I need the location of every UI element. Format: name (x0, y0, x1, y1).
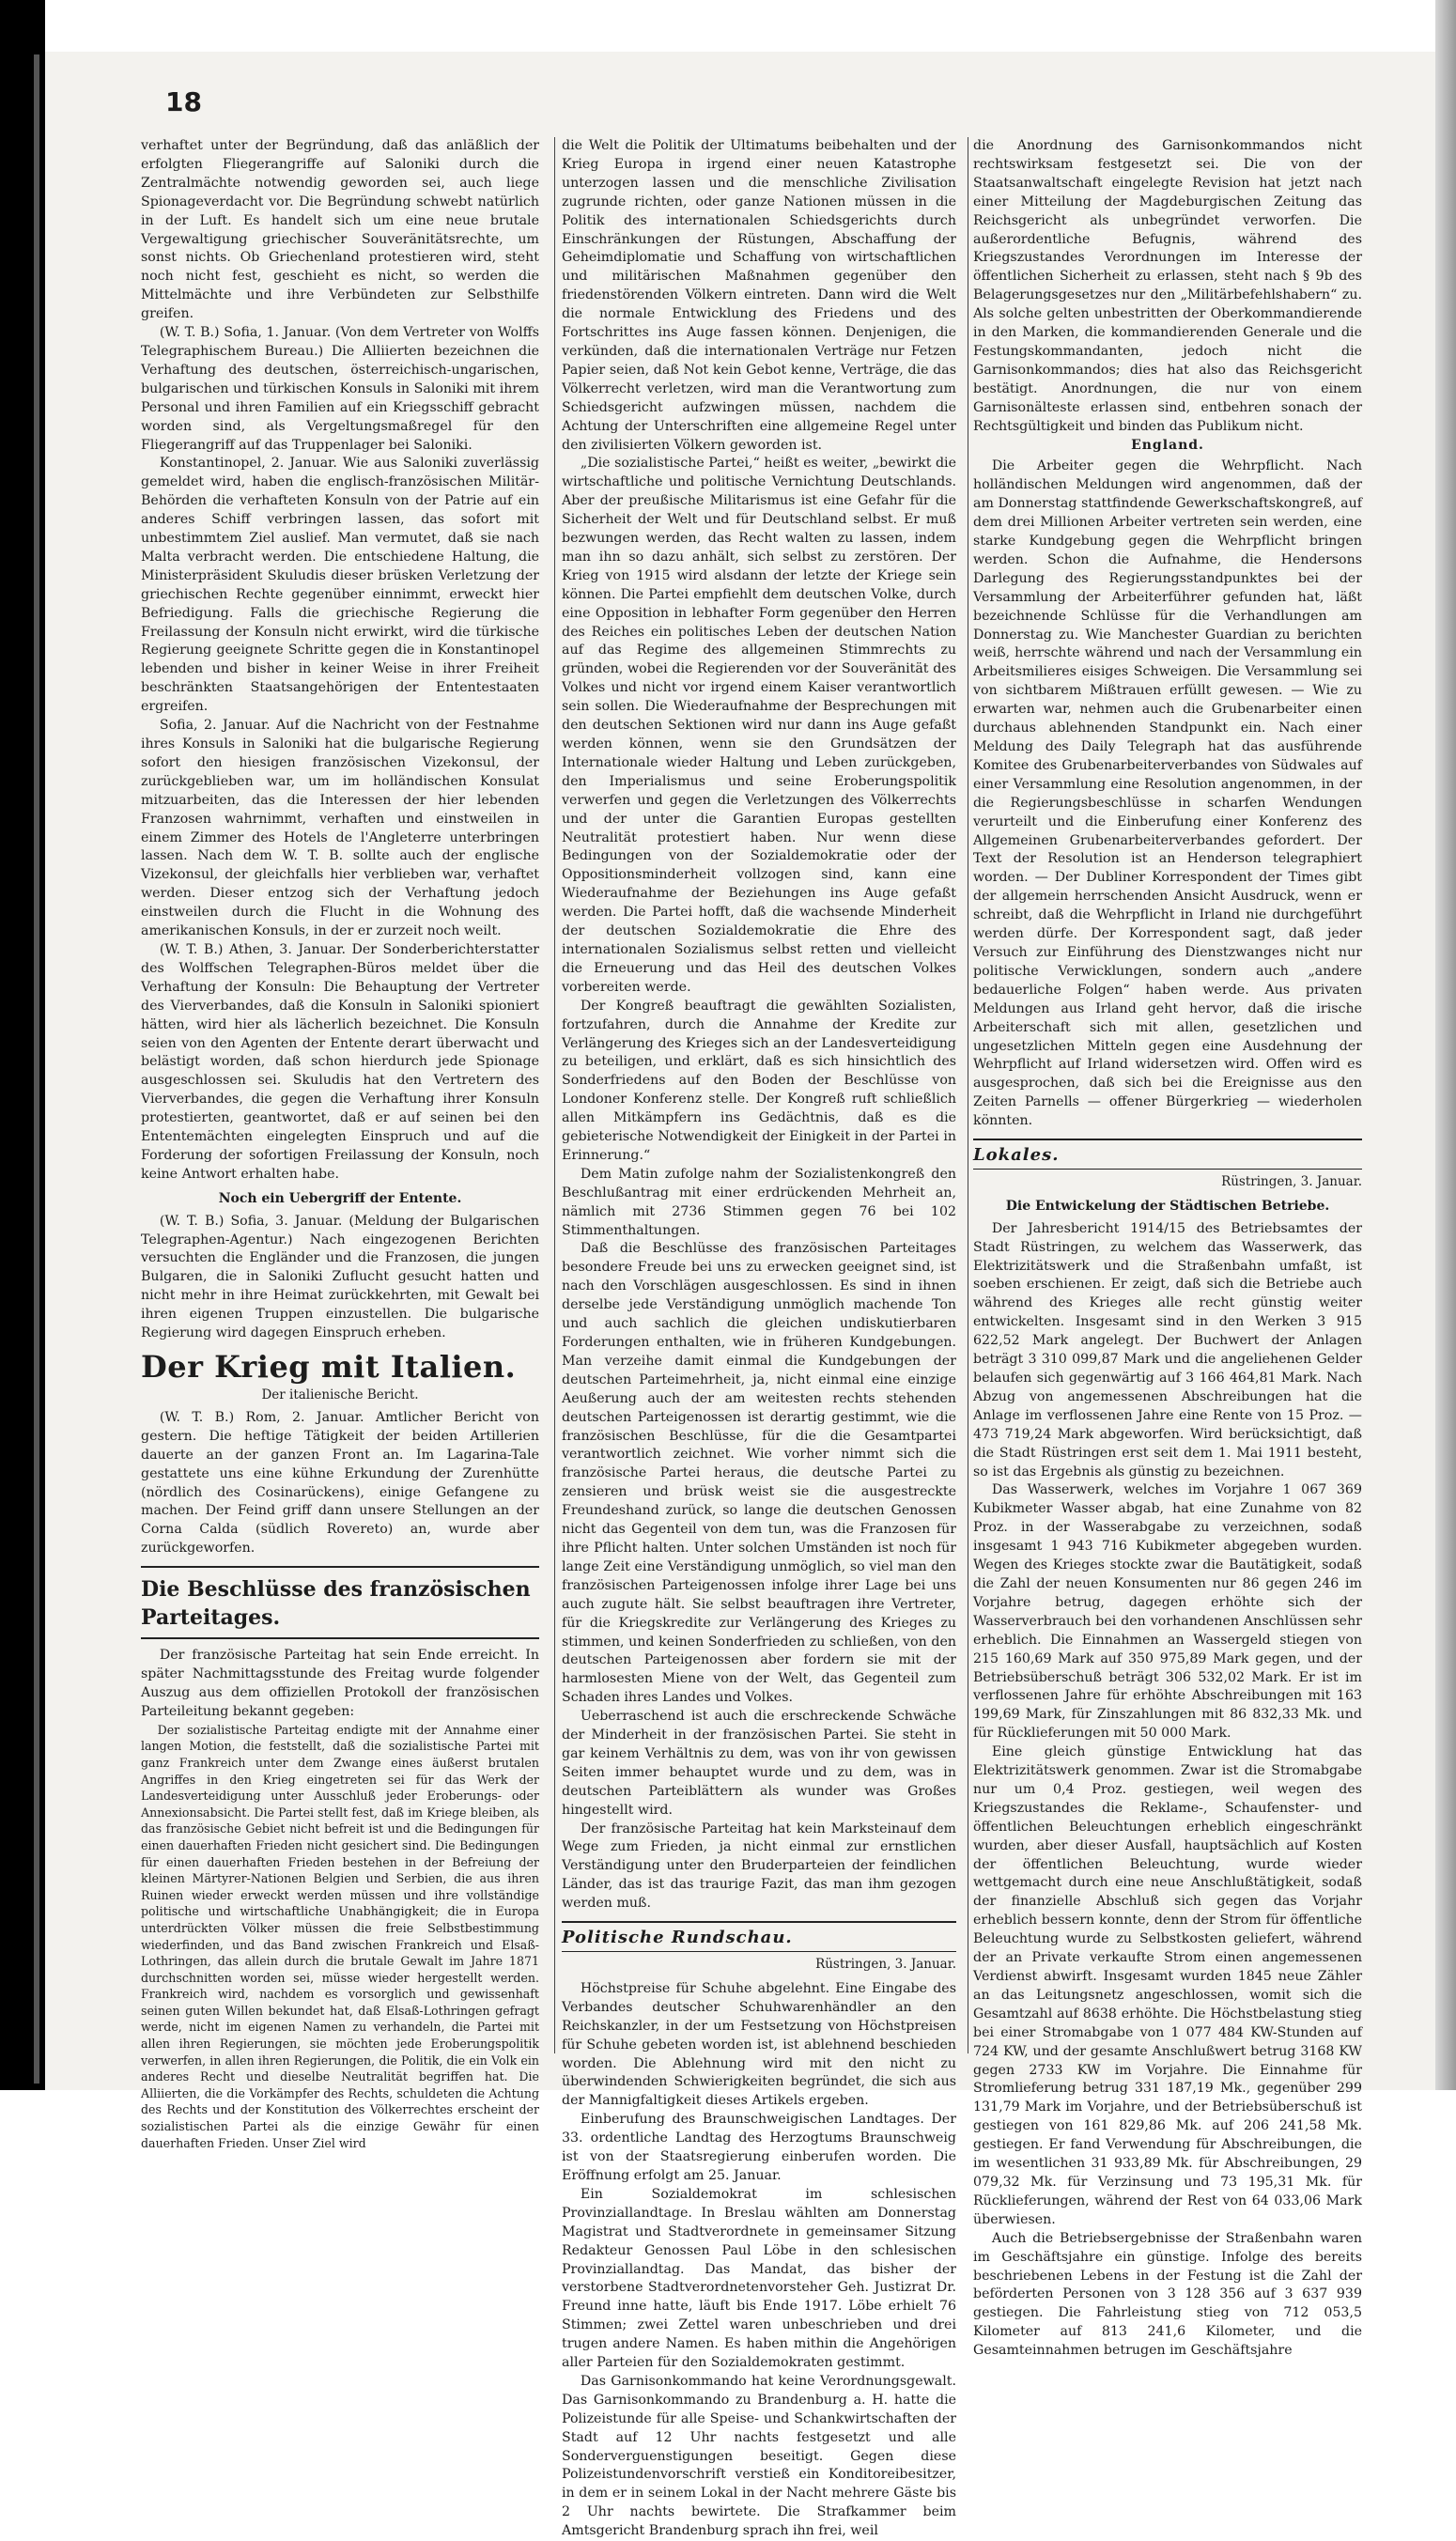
article-paragraph: Konstantinopel, 2. Januar. Wie aus Saloniki zuverlässig gemeldet wird, haben die englisch-französischen Militär-Behörden die verhafteten Konsuln von der Patrie auf ein anderes Schiff verbringen lassen, das sofort mit unbestimmtem Ziel auslief. Man vermutet, daß sie nach Malta verbracht werden. Die entschiedene Haltung, die Ministerpräsident Skuludis dieser brüsken Verletzung der griechischen Rechte gegenüber einnimmt, erweckt hier Befriedigung. Falls die griechische Regierung die Freilassung der Konsuln nicht erwirkt, wird die türkische Regierung geeignete Schritte gegen die in Konstantinopel lebenden und bisher in keiner Weise in ihrer Freiheit beschränkten Staatsangehörigen der Ententestaaten ergreifen. (141, 456, 539, 715)
section-banner: Lokales. (973, 1139, 1362, 1170)
article-headline: Die Beschlüsse des französischen Parteitages. (141, 1566, 539, 1639)
article-paragraph: (W. T. B.) Sofia, 1. Januar. (Von dem Vertreter von Wolffs Telegraphischem Bureau.) Die Alliierten bezeichnen die Verhaftung des deutschen, österreichisch-ungarischen, bulgarischen und türkischen Konsuls in Saloniki mit ihrem Personal und ihren Familien auf ein Kriegsschiff gebracht worden sind, als Vergeltungsmaßregel für den Fliegerangriff auf das Truppenlager bei Saloniki. (141, 325, 539, 453)
article-paragraph-small: Der sozialistische Parteitag endigte mit der Annahme einer langen Motion, die feststellt, daß die sozialistische Partei mit ganz Frankreich unter dem Zwange eines äußerst brutalen Angriffes in den Krieg eingetreten sei für das Werk der Landesverteidigung unter Ausschluß jeder Eroberungs- oder Annexionsabsicht. Die Partei stellt fest, daß im Kriege bleiben, als das französische Gebiet nicht befreit ist und die Bedingungen für einen dauerhaften Frieden nicht gesichert sind. Die Bedingungen für einen dauerhaften Frieden bestehen in der Befreiung der kleinen Märtyrer-Nationen Belgien und Serbien, die aus ihren Ruinen wieder erweckt werden müssen und ihre vollständige politische und wirtschaftliche Unabhängigkeit; die in Europa unterdrückten Völker müssen die freie Selbstbestimmung wiederfinden, und das Band zwischen Frankreich und Elsaß-Lothringen, das allein durch die brutale Gewalt im Jahre 1871 durchschnitten worden sei, müsse wieder hergestellt werden. Frankreich wird, nachdem es vorsorglich und gewissenhaft seinen guten Willen bekundet hat, daß Elsaß-Lothringen gefragt werde, nicht im eigenen Namen zu verhandeln, die Partei mit allen ihren Regierungen, sie möchten jede Eroberungspolitik verwerfen, in allen ihren Regierungen, die Politik, die ein Volk ein anderes Recht und dieselbe Neutralität begriffen hat. Die Alliierten, die die Vorkämpfer des Rechts, schuldeten die Achtung des Rechts und der Konstitution des Völkerrechtes erscheint der sozialistischen Partei als die einzige Gewähr für einen dauerhaften Frieden. Unser Ziel wird (141, 1722, 539, 2150)
article-paragraph: (W. T. B.) Rom, 2. Januar. Amtlicher Bericht von gestern. Die heftige Tätigkeit der beiden Artillerien dauerte an der ganzen Front an. Im Lagarina-Tale gestattete uns eine kühne Erkundung der Zurenhütte (nördlich des Cosinarückens), einige Gefangene zu machen. Der Feind griff dann unsere Stellungen an der Corna Calda (südlich Rovereto) an, wurde aber zurückgeworfen. (141, 1409, 539, 1557)
column-divider-1 (554, 137, 555, 2053)
page-number: 18 (165, 86, 202, 117)
scan-binding-edge (0, 0, 45, 2090)
column-1 (141, 137, 539, 2150)
section-subtitle: Der italienische Bericht. (261, 1387, 419, 1402)
article-paragraph: Der französische Parteitag hat kein Marksteinauf dem Wege zum Frieden, ja nicht einmal zur ernstlichen Verständigung unter den Bruderparteien der feindlichen Länder, das ist das traurige Fazit, das man ihm gezogen werden muß. (562, 1821, 956, 1912)
article-paragraph: Einberufung des Braunschweigischen Landtages. Der 33. ordentliche Landtag des Herzogtums Braunschweig ist von der Staatsregierung einberufen worden. Die Eröffnung erfolgt am 25. Januar. (562, 2112, 956, 2183)
dateline: Rüstringen, 3. Januar. (815, 1957, 956, 1972)
article-paragraph: Dem Matin zufolge nahm der Sozialistenkongreß den Beschlußantrag mit einer erdrückenden Mehrheit an, nämlich mit 2736 Stimmen gegen 76 bei 102 Stimmenthaltungen. (562, 1166, 956, 1238)
article-paragraph: Höchstpreise für Schuhe abgelehnt. Eine Eingabe des Verbandes deutscher Schuhwarenhändler an den Reichskanzler, in der um Festsetzung von Höchstpreisen für Schuhe gebeten worden ist, ist ablehnend beschieden worden. Die Ablehnung wird mit den nicht zu überwindenden Schwierigkeiten begründet, die sich aus der Mannigfaltigkeit dieses Artikels ergeben. (562, 1980, 956, 2109)
article-paragraph: Die Arbeiter gegen die Wehrpflicht. Nach holländischen Meldungen wird angenommen, daß der am Donnerstag stattfindende Gewerkschaftskongreß, auf dem drei Millionen Arbeiter vertreten sein werden, eine starke Kundgebung gegen die Wehrpflicht bringen werden. Schon die Aufnahme, die Hendersons Darlegung des Regierungsstandpunktes bei der Versammlung der Arbeiterführer gefunden hat, läßt bezeichnende Schlüsse für die Verhandlungen am Donnerstag zu. Wie Manchester Guardian zu berichten weiß, herrschte während und nach der Versammlung ein Arbeitsmilieres eisiges Schweigen. Die Versammlung sei von sichtbarem Mißtrauen erfüllt gewesen. — Wie zu erwarten war, nehmen auch die Grubenarbeiter einen durchaus ablehnenden Standpunkt ein. Nach einer Meldung des Daily Telegraph hat das ausführende Komitee des Grubenarbeiterverbandes von Südwales auf einer Versammlung eine Resolution angenommen, in der die Regierungsbeschlüsse in scharfen Wendungen verurteilt und die Einberufung einer Konferenz des Allgemeinen Grubenarbeiterverbandes gefordert. Der Text der Resolution ist an Henderson telegraphiert worden. — Der Dubliner Korrespondent der Times gibt der allgemein herrschenden Ansicht Ausdruck, wenn er schreibt, daß die Wehrpflicht in Irland nie durchgeführt werden dürfe. Der Korrespondent sagt, daß jeder Versuch zur Einführung des Dienstzwanges nicht nur politische Verwicklungen, sondern auch „andere bedauerliche Folgen“ haben werde. Aus privaten Meldungen aus Irland geht hervor, daß die irische Arbeiterschaft sich mit allen, gesetzlichen und ungesetzlichen Mitteln gegen eine Ausdehnung der Wehrpflicht auf Irland widersetzen wird. Offen wird es ausgesprochen, daß sich bei die Ereignisse aus den Zeiten Parnells — offener Bürgerkrieg — wiederholen könnten. (973, 458, 1362, 1129)
article-paragraph: die Anordnung des Garnisonkommandos nicht rechtswirksam festgesetzt sei. Die von der Staatsanwaltschaft eingelegte Revision hat jetzt nach einer Mitteilung der Magdeburgischen Zeitung das Reichsgericht als unbegründet verworfen. Die außerordentliche Befugnis, während des Kriegszustandes Verordnungen im Interesse der öffentlichen Sicherheit zu erlassen, steht nach § 9b des Belagerungsgesetzes nur den „Militärbefehlshabern“ zu. Als solche gelten unbestritten der Oberkommandierende in den Marken, die kommandierenden Generale und die Festungskommandanten, jedoch nicht die Garnisonkommandos; dies hat also das Reichsgericht bestätigt. Anordnungen, die nur von einem Garnisonälteste erlassen sind, entbehren sonach der Rechtsgültigkeit und binden das Publikum nicht. (973, 138, 1362, 434)
article-paragraph: Das Wasserwerk, welches im Vorjahre 1 067 369 Kubikmeter Wasser abgab, hat eine Zunahme von 82 Proz. in der Wasserabgabe zu verzeichnen, sodaß insgesamt 1 943 716 Kubikmeter abgegeben wurden. Wegen des Krieges stockte zwar die Bautätigkeit, sodaß die Zahl der neuen Konsumenten nur 86 gegen 246 im Vorjahre betrug, dagegen erhöhte sich der Wasserverbrauch bei den vorhandenen Anschlüssen sehr erheblich. Die Einnahmen an Wassergeld stiegen von 215 160,69 Mark auf 350 975,89 Mark gegen, und der Betriebsüberschuß beträgt 306 532,02 Mark. Er ist im verflossenen Jahre für erhöhte Abschreibungen mit 163 199,69 Mark, für Zinszahlungen mit 86 832,33 Mk. und für Rücklieferungen mit 50 000 Mark. (973, 1482, 1362, 1742)
article-paragraph: Auch die Betriebsergebnisse der Straßenbahn waren im Geschäftsjahre ein günstige. Infolge des bereits beschriebenen Lebens in der Festung ist die Zahl der beförderten Personen von 3 128 356 auf 3 637 939 gestiegen. Die Fahrleistung stieg von 712 053,5 Kilometer auf 813 241,6 Kilometer, und die Gesamteinnahmen betrugen im Geschäftsjahre (973, 2230, 1362, 2359)
section-title: Der Krieg mit Italien. (141, 1349, 517, 1385)
section-heading: Noch ein Uebergriff der Entente. (218, 1190, 462, 1206)
article-paragraph: Das Garnisonkommando hat keine Verordnungsgewalt. Das Garnisonkommando zu Brandenburg a. H. hatte die Polizeistunde für alle Speise- und Schankwirtschaften der Stadt auf 12 Uhr nachts festgesetzt und alle Sonderverguenstigungen beseitigt. Gegen diese Polizeistundenvorschrift verstieß ein Konditoreibesitzer, in dem er in seinem Lokal in der Nacht mehrere Gäste bis 2 Uhr nachts bewirtete. Die Strafkammer beim Amtsgericht Brandenburg sprach ihn frei, weil (562, 2373, 956, 2539)
country-heading: England. (1131, 437, 1204, 453)
article-paragraph: „Die sozialistische Partei,“ heißt es weiter, „bewirkt die wirtschaftliche und politische Vernichtung Deutschlands. Aber der preußische Militarismus ist eine Gefahr für die Sicherheit der Welt und für Deutschland selbst. Er muß bezwungen werden, das Recht walten zu lassen, indem man ihn so dazu anhält, sich selbst zu zerstören. Der Krieg von 1915 wird alsdann der letzte der Kriege sein können. Die Partei empfiehlt dem deutschen Volke, durch eine Opposition in lebhafter Form gegenüber den Herren des Reiches ein politisches Leben der deutschen Nation auf das Regime des allgemeinen Stimmrechts zu gründen, wobei die Regierenden vor der Souveränität des Volkes und nicht vor irgend einem Kaiser verantwortlich sein sollen. Die Wiederaufnahme der Besprechungen mit den deutschen Sektionen wird nur dann ins Auge gefaßt werden können, wenn sie den Grundsätzen der Internationale wieder Haltung und Leben zurückgeben, den Imperialismus und seine Eroberungspolitik verwerfen und gegen die Verletzungen des Völkerrechts und der unter die Garantien Europas gestellten Neutralität protestiert haben. Nur wenn diese Bedingungen von der Sozialdemokratie oder der Oppositionsminderheit vollzogen sind, kann eine Wiederaufnahme der Beziehungen ins Auge gefaßt werden. Die Partei hofft, daß die wachsende Minderheit der deutschen Sozialdemokratie die Ehre des internationalen Sozialismus selbst retten und vielleicht die Erneuerung und das Heil des deutschen Volkes vorbereiten werde. (562, 456, 956, 995)
article-paragraph: Der Jahresbericht 1914/15 des Betriebsamtes der Stadt Rüstringen, zu welchem das Wasserwerk, das Elektrizitätswerk und die Straßenbahn umfaßt, ist soeben erschienen. Er zeigt, daß sich die Betriebe auch während des Krieges alle recht günstig weiter entwickelten. Insgesamt sind in den Werken 3 915 622,52 Mark angelegt. Der Buchwert der Anlagen beträgt 3 310 099,87 Mark und die angeliehenen Gelder belaufen sich gegenwärtig auf 3 166 464,81 Mark. Nach Abzug von angemessenen Abschreibungen hat die Anlage im verflossenen Jahre eine Rente von 15 Proz. — 473 719,24 Mark abgeworfen. Wird berücksichtigt, daß die Stadt Rüstringen erst seit dem 1. Mai 1911 besteht, so ist das Ergebnis als günstig zu bezeichnen. (973, 1220, 1362, 1480)
article-paragraph: Daß die Beschlüsse des französischen Parteitages besondere Freude bei uns zu erwecken geeignet sind, ist nach den Vorschlägen ausgeschlossen. Es sind in ihnen derselbe jede Verständigung unmöglich machende Ton und auch sachlich die gleichen undiskutierbaren Forderungen enthalten, wie in früheren Kundgebungen. Man verzeihe damit einmal die Kundgebungen der deutschen Parteimehrheit, ja, nicht einmal eine einzige Aeußerung auch der am weitesten rechts stehenden deutschen Parteigenossen ist derartig gestimmt, wie die französischen Beschlüsse, für die die Gesamtpartei verantwortlich zeichnet. Wie vorher nimmt sich die französische Partei heraus, die deutsche Partei zu zensieren und brüsk weist sie die ausgestreckte Freundeshand zurück, so lange die deutschen Genossen nicht das Gegenteil von dem tun, was die Franzosen für ihre Pflicht halten. Unter solchen Umständen ist noch für lange Zeit eine Verständigung unmöglich, so viel man den französischen Parteigenossen infolge ihrer Lage bei uns auch zugute hält. Sie selbst beauftragen ihre Vertreter, für die Kriegskredite zur Verlängerung des Krieges zu stimmen, und keinen Sonderfrieden zu schließen, von den deutschen Parteigenossen aber fordern sie mit der harmlosesten Miene von der Welt, das Gegenteil zum Schaden ihres Landes und Volkes. (562, 1241, 956, 1706)
article-paragraph: (W. T. B.) Sofia, 3. Januar. (Meldung der Bulgarischen Telegraphen-Agentur.) Nach eingezogenen Berichten versuchten die Engländer und die Franzosen, die jungen Bulgaren, die in Saloniki Zuflucht gesucht hatten und nicht mehr in ihre Heimat zurückkehrten, mit Gewalt bei ihren eigenen Truppen einzustellen. Die bulgarische Regierung wird dagegen Einspruch erheben. (141, 1213, 539, 1341)
column-2 (562, 137, 956, 2539)
article-paragraph: (W. T. B.) Athen, 3. Januar. Der Sonderberichterstatter des Wolffschen Telegraphen-Büros meldet über die Verhaftung der Konsuln: Die Behauptung der Vertreter des Vierverbandes, daß die Konsuln in Saloniki spioniert hätten, wird hier als lächerlich bezeichnet. Die Konsuln seien von den Agenten der Entente derart überwacht und belästigt worden, daß schon hierdurch jede Spionage ausgeschlossen sei. Skuludis hat den Vertretern des Vierverbandes, die gegen die Verhaftung ihrer Konsuln protestierten, geantwortet, daß er auf seinen bei den Ententemächten eingelegten Einspruch und auf die Forderung der sofortigen Freilassung der Konsuln, noch keine Antwort erhalten habe. (141, 941, 539, 1182)
scan-right-edge (1435, 0, 1456, 2090)
dateline: Rüstringen, 3. Januar. (1221, 1173, 1362, 1189)
article-paragraph: die Welt die Politik der Ultimatums beibehalten und der Krieg Europa in irgend einer neuen Katastrophe unterzogen lassen und die menschliche Zivilisation zugrunde richten, oder ganze Nationen müssen in die Politik des internationalen Schiedsgerichts durch Einschränkungen der Rüstungen, Abschaffung der Geheimdiplomatie und Schaffung von wirtschaftlichen und militärischen Maßnahmen gegenüber den friedenstörenden Völkern eintreten. Dann wird die Welt die normale Entwicklung des Friedens und des Fortschrittes ins Auge fassen können. Denjenigen, die verkünden, daß die internationalen Verträge nur Fetzen Papier seien, daß Not kein Gebot kenne, Verträge, die das Völkerrecht verletzen, wird man die Verantwortung zum Schiedsgericht aufzwingen müssen, nachdem die Achtung der Unterschriften eine allgemeine Regel unter den zivilisierten Völkern geworden ist. (562, 138, 956, 453)
column-3 (973, 137, 1362, 2359)
article-paragraph: Der Kongreß beauftragt die gewählten Sozialisten, fortzufahren, durch die Annahme der Kredite zur Verlängerung des Krieges sich an der Landesverteidigung zu beteiligen, und erklärt, daß es sich hinsichtlich des Sonderfriedens auf den Boden der Beschlüsse von Londoner Konferenz stelle. Der Kongreß ruft schließlich allen Mitkämpfern ins Gedächtnis, daß es die gebieterische Notwendigkeit der Einigkeit in der Partei in Erinnerung.“ (562, 998, 956, 1163)
article-paragraph: Ein Sozialdemokrat im schlesischen Provinziallandtage. In Breslau wählten am Donnerstag Magistrat und Stadtverordnete in gemeinsamer Sitzung Redakteur Genossen Paul Löbe in den schlesischen Provinziallandtag. Das Mandat, das bisher der verstorbene Stadtverordnetenvorsteher Geh. Justizrat Dr. Freund inne hatte, läuft bis Ende 1917. Löbe erhielt 76 Stimmen; zwei Zettel waren unbeschrieben und drei trugen andere Namen. Es haben mithin die Angehörigen aller Parteien für den Sozialdemokraten gestimmt. (562, 2186, 956, 2371)
article-paragraph: Eine gleich günstige Entwicklung hat das Elektrizitätswerk genommen. Zwar ist die Stromabgabe nur um 0,4 Proz. gestiegen, weil wegen des Kriegszustandes die Reklame-, Schaufenster- und öffentlichen Beleuchtungen erheblich eingeschränkt wurden, aber dieser Ausfall, hauptsächlich auf Kosten der öffentlichen Beleuchtung, wurde wieder wettgemacht durch eine neue Anschlußtätigkeit, sodaß der finanzielle Abschluß sich gegen das Vorjahr erheblich bessern konnte, denn der Strom für öffentliche Beleuchtung wurde zu Selbstkosten geliefert, während der an Private verkaufte Strom einen angemessenen Verdienst abwirft. Insgesamt wurden 1845 neue Zähler an das Leitungsnetz angeschlossen, womit sich die Gesamtzahl auf 8638 erhöhte. Die Höchstbelastung stieg bei einer Stromabgabe von 1 077 484 KW-Stunden auf 724 KW, und der gesamte Anschlußwert betrug 3168 KW gegen 2733 KW im Vorjahre. Die Einnahme für Stromlieferung betrug 331 187,19 Mk., gegenüber 299 131,79 Mark im Vorjahre, und der Betriebsüberschuß ist gestiegen von 161 829,86 Mk. auf 206 241,58 Mk. gestiegen. Er fand Verwendung für Abschreibungen, die im wesentlichen 31 933,89 Mk. für Abschreibungen, 29 079,32 Mk. für Verzinsung und 73 195,31 Mk. für Rücklieferungen, während der Rest von 64 033,06 Mark überwiesen. (973, 1744, 1362, 2227)
scan-binding-stripe (34, 54, 39, 2084)
article-paragraph: Der französische Parteitag hat sein Ende erreicht. In später Nachmittagsstunde des Freitag wurde folgender Auszug aus dem offiziellen Protokoll der französischen Parteileitung bekannt gegeben: (141, 1648, 539, 1719)
article-paragraph: Ueberraschend ist auch die erschreckende Schwäche der Minderheit in der französischen Partei. Sie steht in gar keinem Verhältnis zu dem, was von ihr von gewissen Seiten immer behauptet wurde und zu dem, was in deutschen Parteiblättern als wunder was Großes hingestellt wird. (562, 1709, 956, 1818)
section-banner: Politische Rundschau. (562, 1921, 956, 1952)
section-heading: Die Entwickelung der Städtischen Betriebe. (1005, 1198, 1330, 1214)
article-paragraph: verhaftet unter der Begründung, daß das anläßlich der erfolgten Fliegerangriffe auf Saloniki durch die Zentralmächte notwendig geworden sei, auch liege Spionageverdacht vor. Die Begründung schwebt natürlich in der Luft. Es handelt sich um eine neue brutale Vergewaltigung griechischer Souveränitätsrechte, um sonst nichts. Ob Griechenland protestieren wird, steht noch nicht fest, geschieht es nicht, so werden die Mittelmächte und ihre Verbündeten zur Selbsthilfe greifen. (141, 138, 539, 322)
article-paragraph: Sofia, 2. Januar. Auf die Nachricht von der Festnahme ihres Konsuls in Saloniki hat die bulgarische Regierung sofort den hiesigen französischen Vizekonsul, der zurückgeblieben war, um im holländischen Konsulat mitzuarbeiten, das die Interessen der hier lebenden Franzosen wahrnimmt, verhaften und einstweilen in einem Zimmer des Hotels de l'Angleterre unterbringen lassen. Nach dem W. T. B. sollte auch der englische Vizekonsul, der gleichfalls hier verblieben war, verhaftet werden. Dieser entzog sich der Verhaftung jedoch einstweilen durch die Flucht in die Wohnung des amerikanischen Konsuls, in der er zurzeit noch weilt. (141, 718, 539, 939)
